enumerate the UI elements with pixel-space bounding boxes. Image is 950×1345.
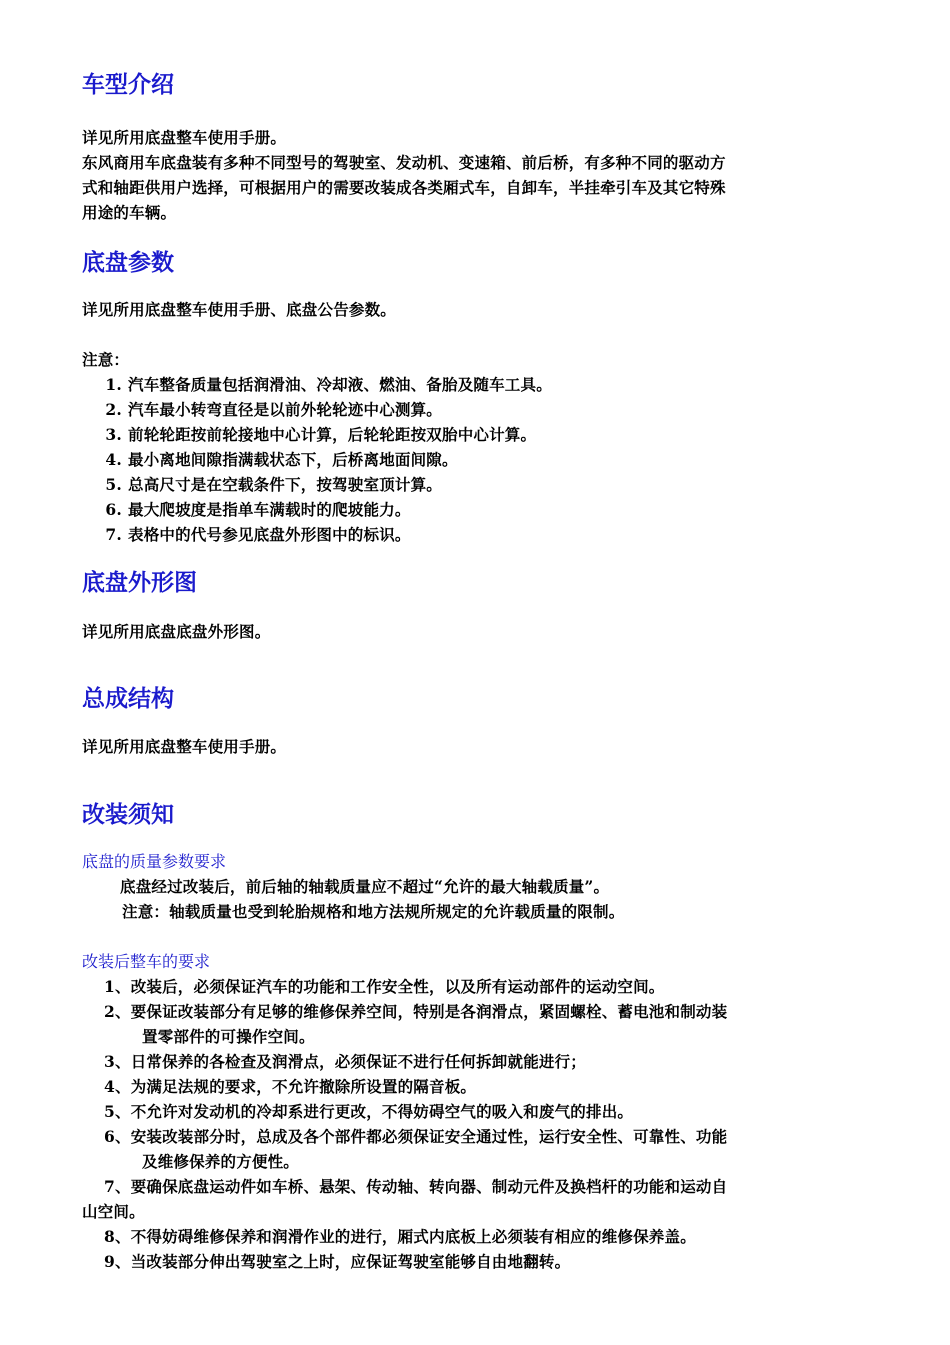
requirement-number: 9、 (104, 1252, 131, 1271)
note-item (100, 523, 411, 547)
requirement-item (104, 1100, 633, 1124)
note-number: 4. (105, 450, 122, 469)
note-item (100, 473, 442, 497)
note-text: 前轮轮距按前轮接地中心计算，后轮轮距按双胎中心计算。 (128, 425, 537, 444)
requirement-number: 5、 (104, 1102, 131, 1121)
requirement-item (104, 1250, 570, 1274)
heading-vehicle-intro: 车型介绍 (82, 72, 174, 98)
requirement-number: 3、 (104, 1052, 131, 1071)
requirement-item (104, 1175, 727, 1199)
note-item (100, 398, 442, 422)
assembly-line-1: 详见所用底盘整车使用手册。 (82, 737, 287, 756)
requirement-number: 4、 (104, 1077, 131, 1096)
note-item (100, 423, 536, 447)
requirement-number: 1、 (104, 977, 131, 996)
vehicle-intro-line-4: 用途的车辆。 (82, 203, 177, 222)
mass-requirements-line-1: 底盘经过改装后，前后轴的轴载质量应不超过“允许的最大轴载质量”。 (120, 877, 610, 896)
requirement-number: 7、 (104, 1177, 131, 1196)
note-item (100, 373, 552, 397)
chassis-params-line-1: 详见所用底盘整车使用手册、底盘公告参数。 (82, 300, 397, 319)
vehicle-intro-line-1: 详见所用底盘整车使用手册。 (82, 128, 287, 147)
mass-requirements-line-2: 注意：轴载质量也受到轮胎规格和地方法规所规定的允许载质量的限制。 (122, 902, 625, 921)
requirement-text: 当改装部分伸出驾驶室之上时，应保证驾驶室能够自由地翻转。 (130, 1252, 571, 1271)
subheading-mass-requirements: 底盘的质量参数要求 (82, 852, 227, 871)
heading-chassis-outline: 底盘外形图 (82, 570, 197, 596)
requirement-number: 8、 (104, 1227, 131, 1246)
note-item (100, 498, 411, 522)
note-text: 汽车整备质量包括润滑油、冷却液、燃油、备胎及随车工具。 (128, 375, 552, 394)
heading-modification: 改装须知 (82, 802, 174, 828)
note-text: 最小离地间隙指满载状态下，后桥离地面间隙。 (128, 450, 458, 469)
requirement-item (104, 1050, 586, 1074)
note-number: 1. (105, 375, 122, 394)
note-number: 7. (105, 525, 122, 544)
requirement-item (104, 1075, 476, 1099)
requirement-text: 为满足法规的要求，不允许撤除所设置的隔音板。 (130, 1077, 477, 1096)
note-number: 6. (105, 500, 122, 519)
requirement-continuation: 山空间。 (82, 1202, 145, 1221)
chassis-outline-line-1: 详见所用底盘底盘外形图。 (82, 622, 271, 641)
requirement-continuation: 及维修保养的方便性。 (142, 1152, 300, 1171)
note-number: 2. (105, 400, 122, 419)
requirement-text: 不得妨碍维修保养和润滑作业的进行，厢式内底板上必须装有相应的维修保养盖。 (130, 1227, 696, 1246)
heading-assembly: 总成结构 (82, 686, 174, 712)
note-text: 最大爬坡度是指单车满载时的爬坡能力。 (128, 500, 411, 519)
heading-chassis-params: 底盘参数 (82, 250, 174, 276)
requirement-text: 要确保底盘运动件如车桥、悬架、传动轴、转向器、制动元件及换档杆的功能和运动自 (130, 1177, 728, 1196)
note-label: 注意： (82, 350, 130, 369)
requirement-item (104, 1225, 696, 1249)
subheading-vehicle-requirements: 改装后整车的要求 (82, 952, 211, 971)
requirement-item (104, 1125, 727, 1149)
note-text: 表格中的代号参见底盘外形图中的标识。 (128, 525, 411, 544)
vehicle-intro-line-3: 式和轴距供用户选择，可根据用户的需要改装成各类厢式车，自卸车，半挂牵引车及其它特殊 (82, 178, 726, 197)
requirement-continuation: 置零部件的可操作空间。 (142, 1027, 315, 1046)
vehicle-intro-line-2: 东风商用车底盘装有多种不同型号的驾驶室、发动机、变速箱、前后桥，有多种不同的驱动方 (82, 153, 726, 172)
requirement-text: 改装后，必须保证汽车的功能和工作安全性，以及所有运动部件的运动空间。 (130, 977, 665, 996)
requirement-text: 不允许对发动机的冷却系进行更改，不得妨碍空气的吸入和废气的排出。 (130, 1102, 634, 1121)
requirement-item (104, 1000, 727, 1024)
requirement-number: 6、 (104, 1127, 131, 1146)
note-text: 总高尺寸是在空载条件下，按驾驶室顶计算。 (128, 475, 443, 494)
note-number: 3. (105, 425, 122, 444)
note-item (100, 448, 458, 472)
requirement-item (104, 975, 665, 999)
requirement-text: 安装改装部分时，总成及各个部件都必须保证安全通过性，运行安全性、可靠性、功能 (130, 1127, 728, 1146)
note-text: 汽车最小转弯直径是以前外轮轮迹中心测算。 (128, 400, 443, 419)
note-number: 5. (105, 475, 122, 494)
requirement-text: 要保证改装部分有足够的维修保养空间，特别是各润滑点，紧固螺栓、蓄电池和制动装 (130, 1002, 728, 1021)
requirement-text: 日常保养的各检查及润滑点，必须保证不进行任何拆卸就能进行； (130, 1052, 586, 1071)
requirement-number: 2、 (104, 1002, 131, 1021)
